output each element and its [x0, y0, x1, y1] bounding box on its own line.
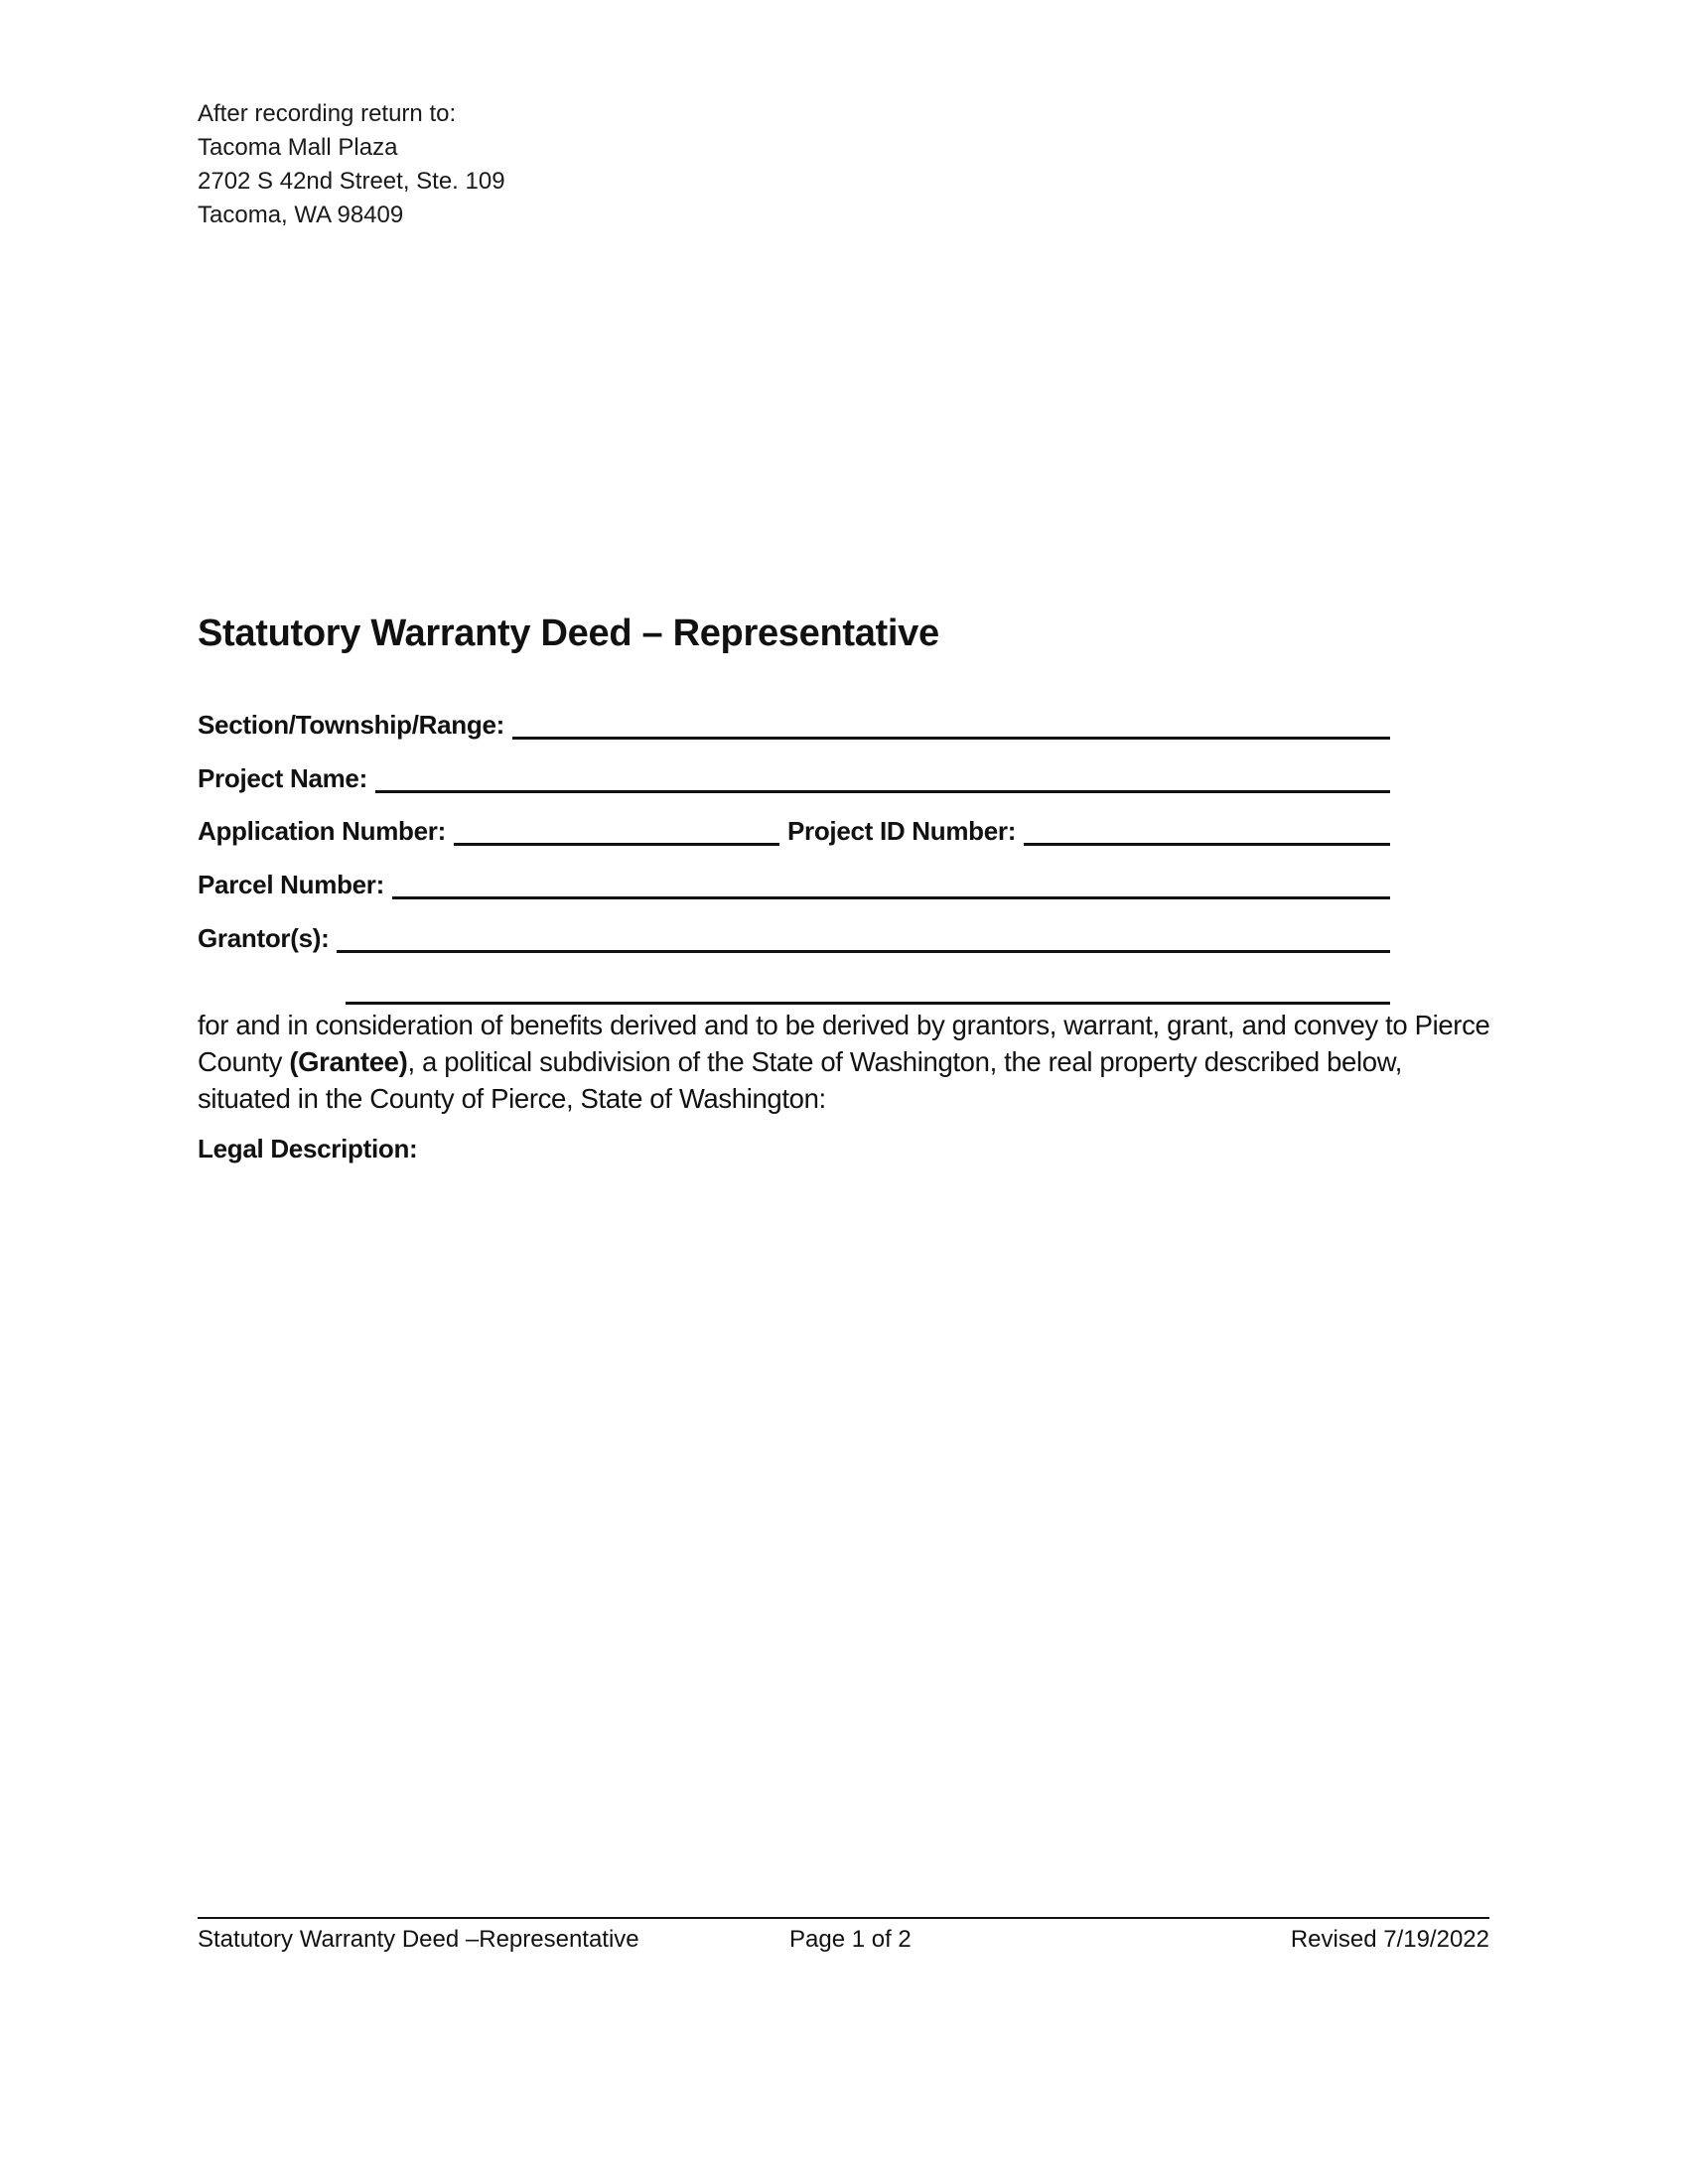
section-township-range-input[interactable]	[512, 711, 1390, 740]
grantee-label: (Grantee)	[289, 1046, 408, 1077]
parcel-number-label: Parcel Number:	[198, 870, 384, 899]
page-footer	[198, 1923, 1489, 1957]
project-id-number-input[interactable]	[1024, 817, 1390, 846]
footer-document-name: Statutory Warranty Deed –Representative	[198, 1926, 639, 1953]
field-project-name	[198, 753, 1390, 793]
return-address-line2: 2702 S 42nd Street, Ste. 109	[198, 168, 505, 195]
application-number-label: Application Number:	[198, 816, 446, 846]
project-name-label: Project Name:	[198, 763, 367, 793]
grantors-input-line2[interactable]	[346, 1002, 1390, 1005]
footer-page-number: Page 1 of 2	[789, 1926, 912, 1953]
page-title: Statutory Warranty Deed – Representative	[198, 613, 939, 654]
field-parcel-number	[198, 860, 1390, 899]
footer-revised-date: Revised 7/19/2022	[1290, 1926, 1489, 1953]
return-address-line3: Tacoma, WA 98409	[198, 202, 404, 228]
grantors-input[interactable]	[337, 924, 1390, 953]
project-name-input[interactable]	[375, 764, 1390, 793]
conveyance-paragraph	[198, 1007, 1498, 1117]
field-application-project-id	[198, 806, 1390, 846]
return-address-heading: After recording return to:	[198, 100, 457, 127]
application-number-input[interactable]	[454, 817, 779, 846]
field-section-township-range	[198, 700, 1390, 740]
conveyance-text-part2: , a political subdivision of the State of Washington, the real property described below, situated in the County of Pierce, State of Washington:	[198, 1046, 1402, 1114]
section-township-range-label: Section/Township/Range:	[198, 710, 504, 740]
return-address-line1: Tacoma Mall Plaza	[198, 134, 398, 161]
field-grantors	[198, 913, 1390, 953]
parcel-number-input[interactable]	[392, 871, 1390, 899]
conveyance-text-part1: for and in consideration of benefits derived and to be derived by grantors, warrant, grant, and convey to Pierce County	[198, 1010, 1490, 1077]
legal-description-label: Legal Description:	[198, 1134, 418, 1163]
grantors-label: Grantor(s):	[198, 923, 330, 953]
footer-divider	[198, 1917, 1489, 1919]
project-id-number-label: Project ID Number:	[786, 816, 1017, 846]
